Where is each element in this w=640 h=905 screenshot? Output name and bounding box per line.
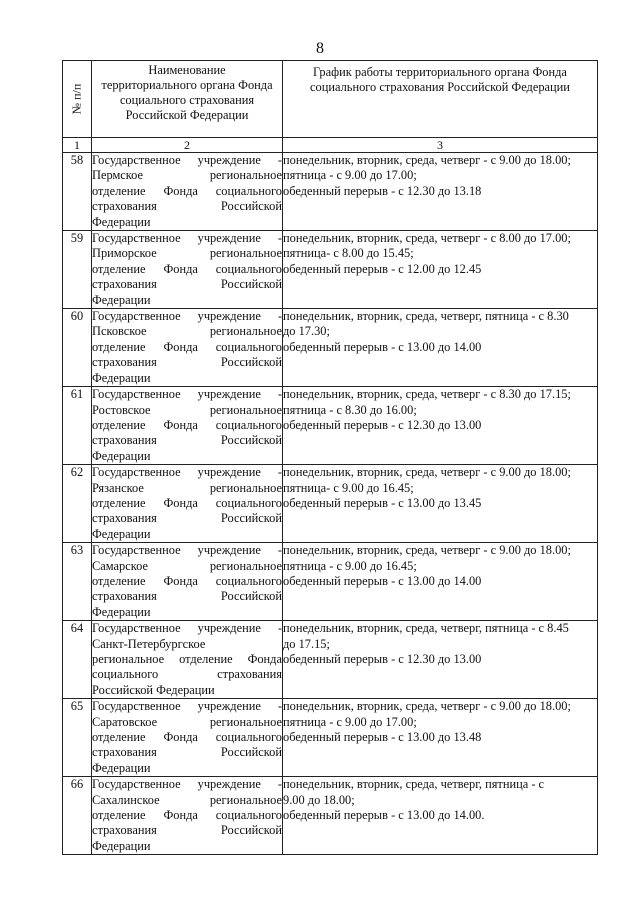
header-schedule-text	[283, 61, 597, 95]
header-schedule-line: График работы территориального органа Фонда	[313, 65, 567, 79]
work-schedule-line: понедельник, вторник, среда, четверг - с 9.00 до 18.00;	[283, 543, 571, 558]
work-schedule-line: понедельник, вторник, среда, четверг - с 9.00 до 18.00;	[283, 699, 571, 714]
table-row	[63, 621, 598, 699]
work-schedule-line: понедельник, вторник, среда, четверг - с 9.00 до 18.00;	[283, 465, 571, 480]
table-row	[63, 699, 598, 777]
work-schedule-line: обеденный перерыв - с 12.30 до 13.18	[283, 183, 482, 198]
organization-name-line: Российской Федерации	[92, 682, 215, 697]
work-schedule-line: пятница- с 9.00 до 16.45;	[283, 480, 414, 495]
header-schedule-line: социального страхования Российской Федерации	[310, 80, 570, 94]
table-row	[63, 465, 598, 543]
organization-name-line: отделение Фонда социального	[92, 495, 282, 510]
organization-name-line: Государственное учреждение -	[92, 543, 282, 558]
organization-name-line: страхования Российской	[92, 199, 282, 214]
organization-name-line: Федерации	[92, 838, 151, 853]
header-number	[63, 61, 92, 138]
work-schedule-line: до 17.30;	[283, 324, 330, 339]
organization-name	[92, 465, 283, 543]
schedule-table	[62, 60, 598, 855]
table-header-row	[63, 61, 598, 138]
organization-name-line: социального страхования	[92, 667, 282, 682]
work-schedule-line: обеденный перерыв - с 13.00 до 14.00.	[283, 808, 485, 823]
organization-name-line: страхования Российской	[92, 589, 282, 604]
row-number: 65	[63, 699, 92, 777]
organization-name-line: страхования Российской	[92, 277, 282, 292]
header-name-line: территориального органа Фонда	[101, 78, 273, 92]
work-schedule-line: обеденный перерыв - с 13.00 до 14.00	[283, 339, 482, 354]
table-row	[63, 387, 598, 465]
header-name-text	[92, 61, 282, 125]
work-schedule-line: обеденный перерыв - с 13.00 до 13.45	[283, 495, 482, 510]
work-schedule-line: понедельник, вторник, среда, четверг - с 8.00 до 17.00;	[283, 231, 571, 246]
work-schedule-line: понедельник, вторник, среда, четверг - с 8.30 до 17.15;	[283, 387, 571, 402]
organization-name-line: отделение Фонда социального	[92, 573, 282, 588]
organization-name-line: отделение Фонда социального	[92, 339, 282, 354]
organization-name-line: Рязанское региональное	[92, 480, 282, 495]
header-schedule	[283, 61, 598, 138]
organization-name-line: Государственное учреждение -	[92, 777, 282, 792]
row-number: 62	[63, 465, 92, 543]
row-number: 64	[63, 621, 92, 699]
table-body	[63, 153, 598, 855]
organization-name-line: Государственное учреждение -	[92, 153, 282, 167]
table-row	[63, 231, 598, 309]
work-schedule	[283, 387, 598, 465]
organization-name-line: отделение Фонда социального	[92, 183, 282, 198]
organization-name-line: региональное отделение Фонда	[92, 652, 282, 666]
page-number: 8	[316, 40, 324, 57]
work-schedule-line: обеденный перерыв - с 12.30 до 13.00	[283, 652, 482, 666]
organization-name-line: страхования Российской	[92, 823, 282, 838]
column-index: 3	[283, 138, 598, 153]
organization-name	[92, 231, 283, 309]
organization-name-line: Приморское региональное	[92, 246, 282, 261]
organization-name-line: Ростовское региональное	[92, 402, 282, 417]
work-schedule-line: пятница- с 8.00 до 15.45;	[283, 246, 414, 261]
organization-name-line: отделение Фонда социального	[92, 808, 282, 823]
organization-name-line: Самарское региональное	[92, 558, 282, 573]
organization-name-line: Государственное учреждение -	[92, 387, 282, 402]
organization-name-line: Федерации	[92, 292, 151, 307]
organization-name-line: отделение Фонда социального	[92, 730, 282, 745]
organization-name-line: Федерации	[92, 370, 151, 385]
work-schedule-line: пятница - с 9.00 до 16.45;	[283, 558, 417, 573]
organization-name-line: Санкт-Петербургское	[92, 636, 206, 651]
work-schedule-line: пятница - с 9.00 до 17.00;	[283, 714, 417, 729]
organization-name-line: Государственное учреждение -	[92, 465, 282, 480]
work-schedule-line: пятница - с 8.30 до 16.00;	[283, 402, 417, 417]
row-number: 63	[63, 543, 92, 621]
organization-name-line: страхования Российской	[92, 355, 282, 370]
organization-name-line: Саратовское региональное	[92, 714, 282, 729]
work-schedule	[283, 465, 598, 543]
header-name-line: Российской Федерации	[125, 108, 249, 122]
table-row	[63, 543, 598, 621]
work-schedule-line: понедельник, вторник, среда, четверг, пятница - с	[283, 777, 545, 792]
table-row	[63, 153, 598, 231]
table-row	[63, 309, 598, 387]
organization-name-line: страхования Российской	[92, 745, 282, 760]
organization-name	[92, 153, 283, 231]
work-schedule-line: до 17.15;	[283, 636, 330, 651]
organization-name-line: Государственное учреждение -	[92, 309, 282, 324]
organization-name-line: страхования Российской	[92, 511, 282, 526]
work-schedule-line: обеденный перерыв - с 13.00 до 13.48	[283, 730, 482, 745]
work-schedule-line: понедельник, вторник, среда, четверг, пятница - с 8.45	[283, 621, 569, 636]
organization-name-line: страхования Российской	[92, 433, 282, 448]
organization-name	[92, 699, 283, 777]
work-schedule-line: 9.00 до 18.00;	[283, 792, 355, 807]
row-number: 61	[63, 387, 92, 465]
row-number: 58	[63, 153, 92, 231]
organization-name	[92, 621, 283, 699]
work-schedule-line: пятница - с 9.00 до 17.00;	[283, 168, 417, 183]
work-schedule	[283, 543, 598, 621]
header-name	[92, 61, 283, 138]
work-schedule	[283, 153, 598, 231]
work-schedule	[283, 699, 598, 777]
organization-name-line: Федерации	[92, 214, 151, 229]
organization-name	[92, 777, 283, 855]
organization-name-line: Государственное учреждение -	[92, 231, 282, 246]
organization-name-line: Пермское региональное	[92, 168, 282, 183]
column-index: 1	[63, 138, 92, 153]
work-schedule-line: обеденный перерыв - с 13.00 до 14.00	[283, 573, 482, 588]
organization-name-line: Государственное учреждение -	[92, 621, 282, 636]
column-index-row	[63, 138, 598, 153]
work-schedule-line: обеденный перерыв - с 12.00 до 12.45	[283, 261, 482, 276]
row-number: 59	[63, 231, 92, 309]
header-number-label: № п/п	[69, 83, 84, 115]
organization-name-line: Федерации	[92, 760, 151, 775]
header-name-line: Наименование	[148, 63, 226, 77]
column-index: 2	[92, 138, 283, 153]
work-schedule-line: понедельник, вторник, среда, четверг, пятница - с 8.30	[283, 309, 569, 324]
organization-name	[92, 543, 283, 621]
work-schedule	[283, 231, 598, 309]
table-row	[63, 777, 598, 855]
organization-name-line: Государственное учреждение -	[92, 699, 282, 714]
row-number: 60	[63, 309, 92, 387]
organization-name	[92, 387, 283, 465]
work-schedule-line: понедельник, вторник, среда, четверг - с 9.00 до 18.00;	[283, 153, 571, 167]
work-schedule	[283, 621, 598, 699]
header-name-line: социального страхования	[119, 93, 255, 107]
organization-name-line: Псковское региональное	[92, 324, 282, 339]
organization-name-line: отделение Фонда социального	[92, 261, 282, 276]
organization-name-line: отделение Фонда социального	[92, 417, 282, 432]
work-schedule	[283, 309, 598, 387]
organization-name-line: Федерации	[92, 448, 151, 463]
work-schedule	[283, 777, 598, 855]
organization-name-line: Федерации	[92, 604, 151, 619]
work-schedule-line: обеденный перерыв - с 12.30 до 13.00	[283, 417, 482, 432]
row-number: 66	[63, 777, 92, 855]
organization-name	[92, 309, 283, 387]
organization-name-line: Сахалинское региональное	[92, 792, 282, 807]
organization-name-line: Федерации	[92, 526, 151, 541]
